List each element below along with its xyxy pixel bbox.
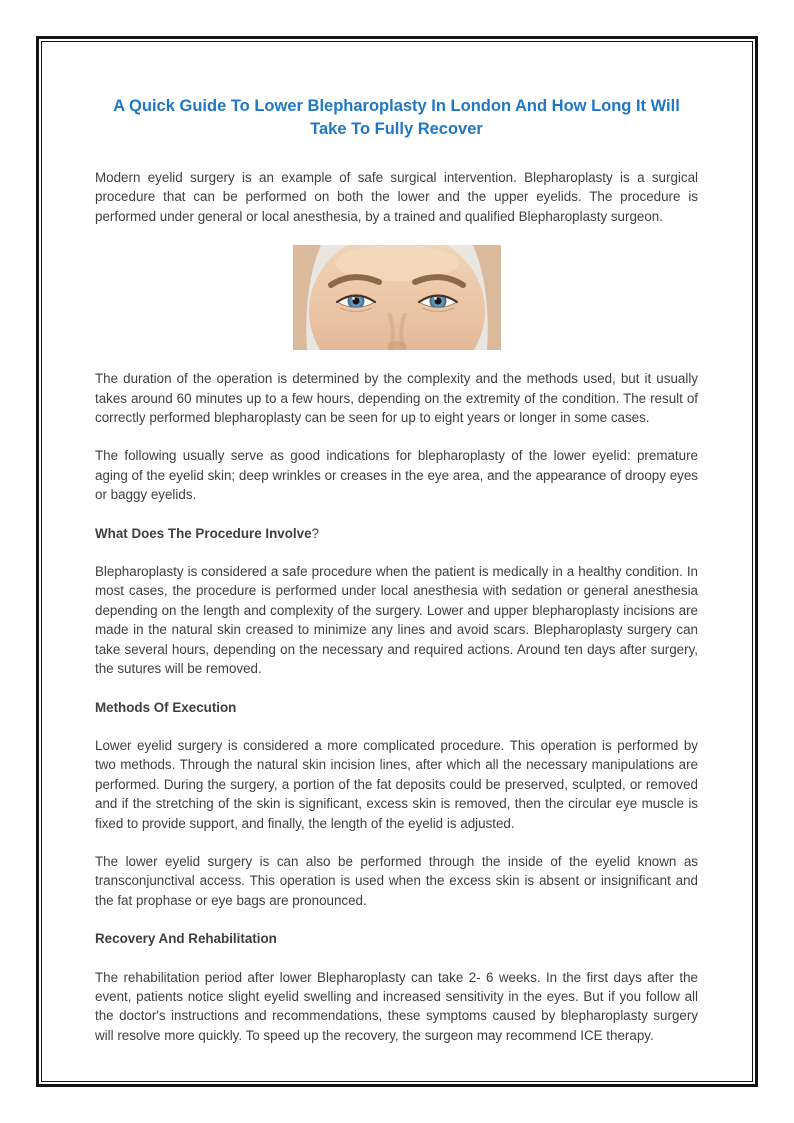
heading-procedure-text: What Does The Procedure Involve xyxy=(95,525,312,541)
heading-procedure-question-mark: ? xyxy=(311,525,319,541)
heading-methods: Methods Of Execution xyxy=(95,699,237,715)
paragraph-indications: The following usually serve as good indications for blepharoplasty of the lower eyelid: premature aging of the eyelid skin; deep wrinkles or creases in the eye area, and the appearance of droopy eyes or baggy eyelids. xyxy=(95,448,698,503)
paragraph-intro: Modern eyelid surgery is an example of safe surgical intervention. Blepharoplasty is a surgical procedure that can be performed on both the lower and the upper eyelids. The procedure is performed under general or local anesthesia, by a trained and qualified Blepharoplasty surgeon. xyxy=(95,170,698,224)
figure-woman-eyes xyxy=(95,245,698,350)
document-content xyxy=(95,95,698,1064)
paragraph-recovery: The rehabilitation period after lower Blepharoplasty can take 2- 6 weeks. In the first days after the event, patients notice slight eyelid swelling and increased sensitivity in the eyes. But if you follow all the doctor's instructions and recommendations, these symptoms caused by blepharoplasty surgery will resolve more quickly. To speed up the recovery, the surgeon may recommend ICE therapy. xyxy=(95,969,698,1043)
heading-recovery: Recovery And Rehabilitation xyxy=(95,931,277,947)
paragraph-procedure: Blepharoplasty is considered a safe procedure when the patient is medically in a healthy condition. In most cases, the procedure is performed under local anesthesia with sedation or general anesthesia depending on the length and complexity of the surgery. Lower and upper blepharoplasty incisions are made in the natural skin creased to minimize any lines and avoid scars. Blepharoplasty surgery can take several hours, depending on the necessary and required actions. Around ten days after surgery, the sutures will be removed. xyxy=(95,564,698,677)
paragraph-duration: The duration of the operation is determined by the complexity and the methods used, but it usually takes around 60 minutes up to a few hours, depending on the extremity of the condition. The result of correctly performed blepharoplasty can be seen for up to eight years or longer in some cases. xyxy=(95,371,698,426)
paragraph-methods-1: Lower eyelid surgery is considered a more complicated procedure. This operation is performed by two methods. Through the natural skin incision lines, after which all the necessary manipulations are performed. During the surgery, a portion of the fat deposits could be preserved, sculpted, or removed and if the stretching of the skin is significant, excess skin is removed, then the circular eye muscle is fixed to provide support, and finally, the length of the eyelid is adjusted. xyxy=(95,737,698,831)
woman-eyes-photo xyxy=(293,245,501,350)
document-title: A Quick Guide To Lower Blepharoplasty In London And How Long It Will Take To Fully Recover xyxy=(113,97,680,138)
heading-procedure xyxy=(95,524,698,543)
paragraph-methods-2: The lower eyelid surgery is can also be performed through the inside of the eyelid known as transconjunctival access. This operation is used when the excess skin is absent or insignificant and the fat prophase or eye bags are pronounced. xyxy=(95,853,698,908)
